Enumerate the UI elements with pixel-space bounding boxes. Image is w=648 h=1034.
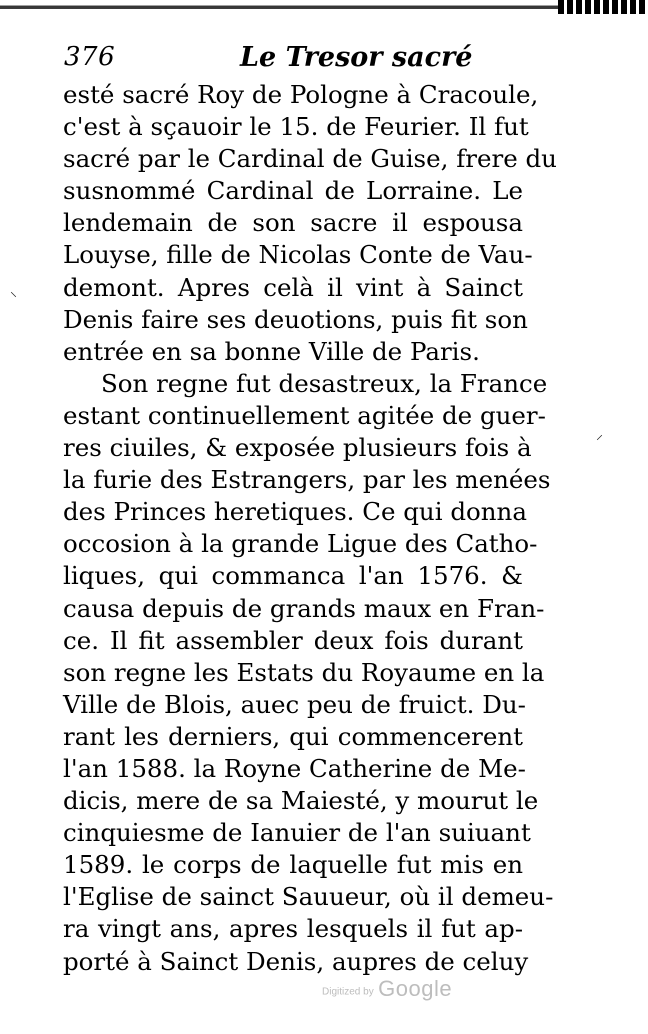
text-line: ce. Il fit assembler deux fois durant bbox=[63, 625, 523, 655]
text-line: dicis, mere de sa Maiesté, y mourut le bbox=[63, 786, 539, 816]
text-line: entrée en sa bonne Ville de Paris. bbox=[63, 336, 480, 366]
page-top-edge-shadow bbox=[0, 0, 648, 16]
text-line: causa depuis de grands maux en Fran- bbox=[63, 593, 545, 623]
text-line: l'Eglise de sainct Sauueur, où il demeu- bbox=[63, 882, 554, 912]
text-line: porté à Sainct Denis, aupres de celuy bbox=[63, 946, 529, 976]
text-line: Ville de Blois, auec peu de fruict. Du- bbox=[63, 689, 526, 719]
margin-mark-icon: ⸜ bbox=[10, 284, 17, 300]
text-line: des Princes heretiques. Ce qui donna bbox=[63, 497, 527, 527]
text-line: estant continuellement agitée de guer- bbox=[63, 400, 546, 430]
text-line: Denis faire ses deuotions, puis fit son bbox=[63, 304, 528, 334]
text-line: 1589. le corps de laquelle fut mis en bbox=[63, 850, 523, 880]
text-line: son regne les Estats du Royaume en la bbox=[63, 657, 545, 687]
text-line: c'est à sçauoir le 15. de Feurier. Il fut bbox=[63, 112, 529, 142]
text-line: Louyse, fille de Nicolas Conte de Vau- bbox=[63, 240, 533, 270]
text-line: ra vingt ans, apres lesquels il fut ap- bbox=[63, 914, 523, 944]
text-line: la furie des Estrangers, par les menées bbox=[63, 465, 551, 495]
digitized-watermark bbox=[322, 976, 452, 1002]
text-line: esté sacré Roy de Pologne à Cracoule, bbox=[63, 80, 539, 109]
text-line: occosion à la grande Ligue des Catho- bbox=[63, 529, 538, 559]
text-line: rant les derniers, qui commencerent bbox=[63, 721, 523, 751]
text-line: cinquiesme de Ianuier de l'an suiuant bbox=[63, 818, 531, 848]
margin-mark-icon: ⸝ bbox=[596, 427, 603, 443]
page-top-edge-binding bbox=[558, 0, 648, 14]
page-number: 376 bbox=[64, 42, 116, 72]
text-line: sacré par le Cardinal de Guise, frere du bbox=[63, 144, 557, 174]
watermark-prefix: Digitized by bbox=[322, 986, 374, 998]
text-line: susnommé Cardinal de Lorraine. Le bbox=[63, 176, 523, 206]
text-line: res ciuiles, & exposée plusieurs fois à bbox=[63, 433, 532, 463]
watermark-brand: Google bbox=[378, 976, 453, 1001]
text-line: demont. Apres celà il vint à Sainct bbox=[63, 272, 523, 302]
text-line: l'an 1588. la Royne Catherine de Me- bbox=[63, 753, 526, 783]
text-line: lendemain de son sacre il espousa bbox=[63, 208, 523, 238]
running-title: Le Tresor sacré bbox=[240, 42, 473, 73]
text-line: liques, qui commanca l'an 1576. & bbox=[63, 561, 523, 591]
paragraph-start-line: Son regne fut desastreux, la France bbox=[101, 368, 548, 398]
body-text bbox=[63, 79, 557, 978]
page-header bbox=[64, 42, 534, 78]
